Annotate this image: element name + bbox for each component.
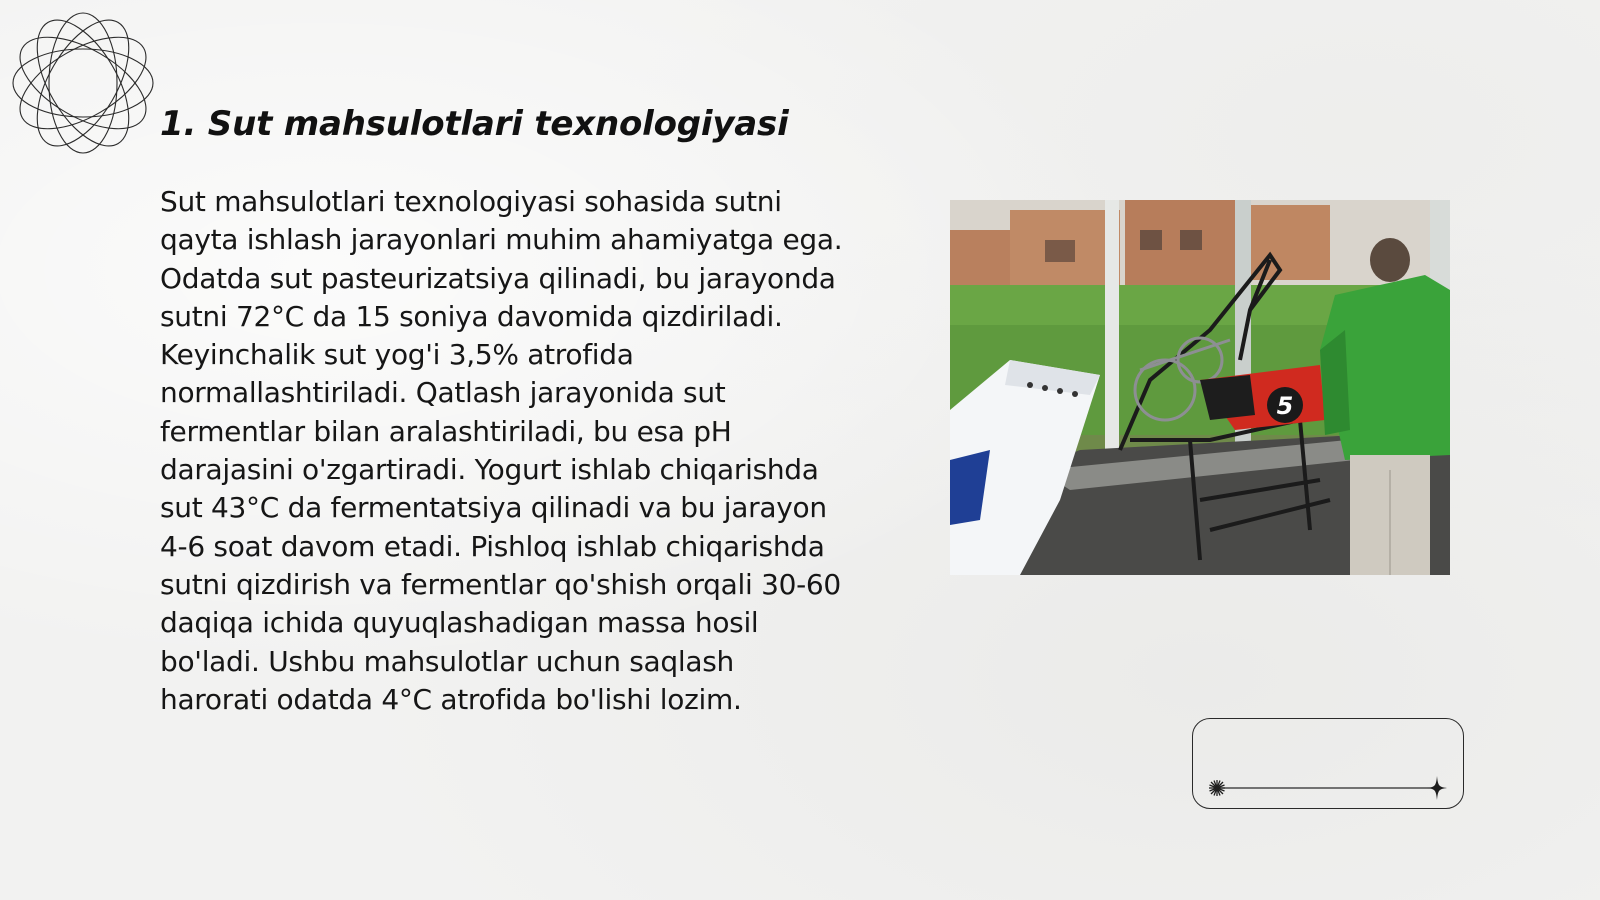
nav-pill-decoration <box>1192 718 1464 809</box>
car-number-label: 5 <box>1276 392 1294 420</box>
orbit-rings-icon <box>8 8 158 158</box>
race-car-photo <box>950 200 1450 575</box>
slide-body-text: Sut mahsulotlari texnologiyasi sohasida sutni qayta ishlash jarayonlari muhim ahamiyatga ega. Odatda sut pasteurizatsiya qilinadi, bu jarayonda sutni 72°C da 15 soniya davomida qizdiriladi. Keyinchalik sut yog'i 3,5% atrofida normallashtiriladi. Qatlash jarayonida sut fermentlar bilan aralashtiriladi, bu esa pH darajasini o'zgartiradi. Yogurt ishlab chiqarishda sut 43°C da fermentatsiya qilinadi va bu jarayon 4-6 soat davom etadi. Pishloq ishlab chiqarishda sutni qizdirish va fermentlar qo'shish orqali 30-60 daqiqa ichida quyuqlashadigan massa hosil bo'ladi. Ushbu mahsulotlar uchun saqlash harorati odatda 4°C atrofida bo'lishi lozim. <box>160 185 843 716</box>
slide-title: 1. Sut mahsulotlari texnologiyasi <box>160 104 789 144</box>
sparkle-icon <box>1209 780 1225 796</box>
four-point-star-icon <box>1427 776 1447 800</box>
